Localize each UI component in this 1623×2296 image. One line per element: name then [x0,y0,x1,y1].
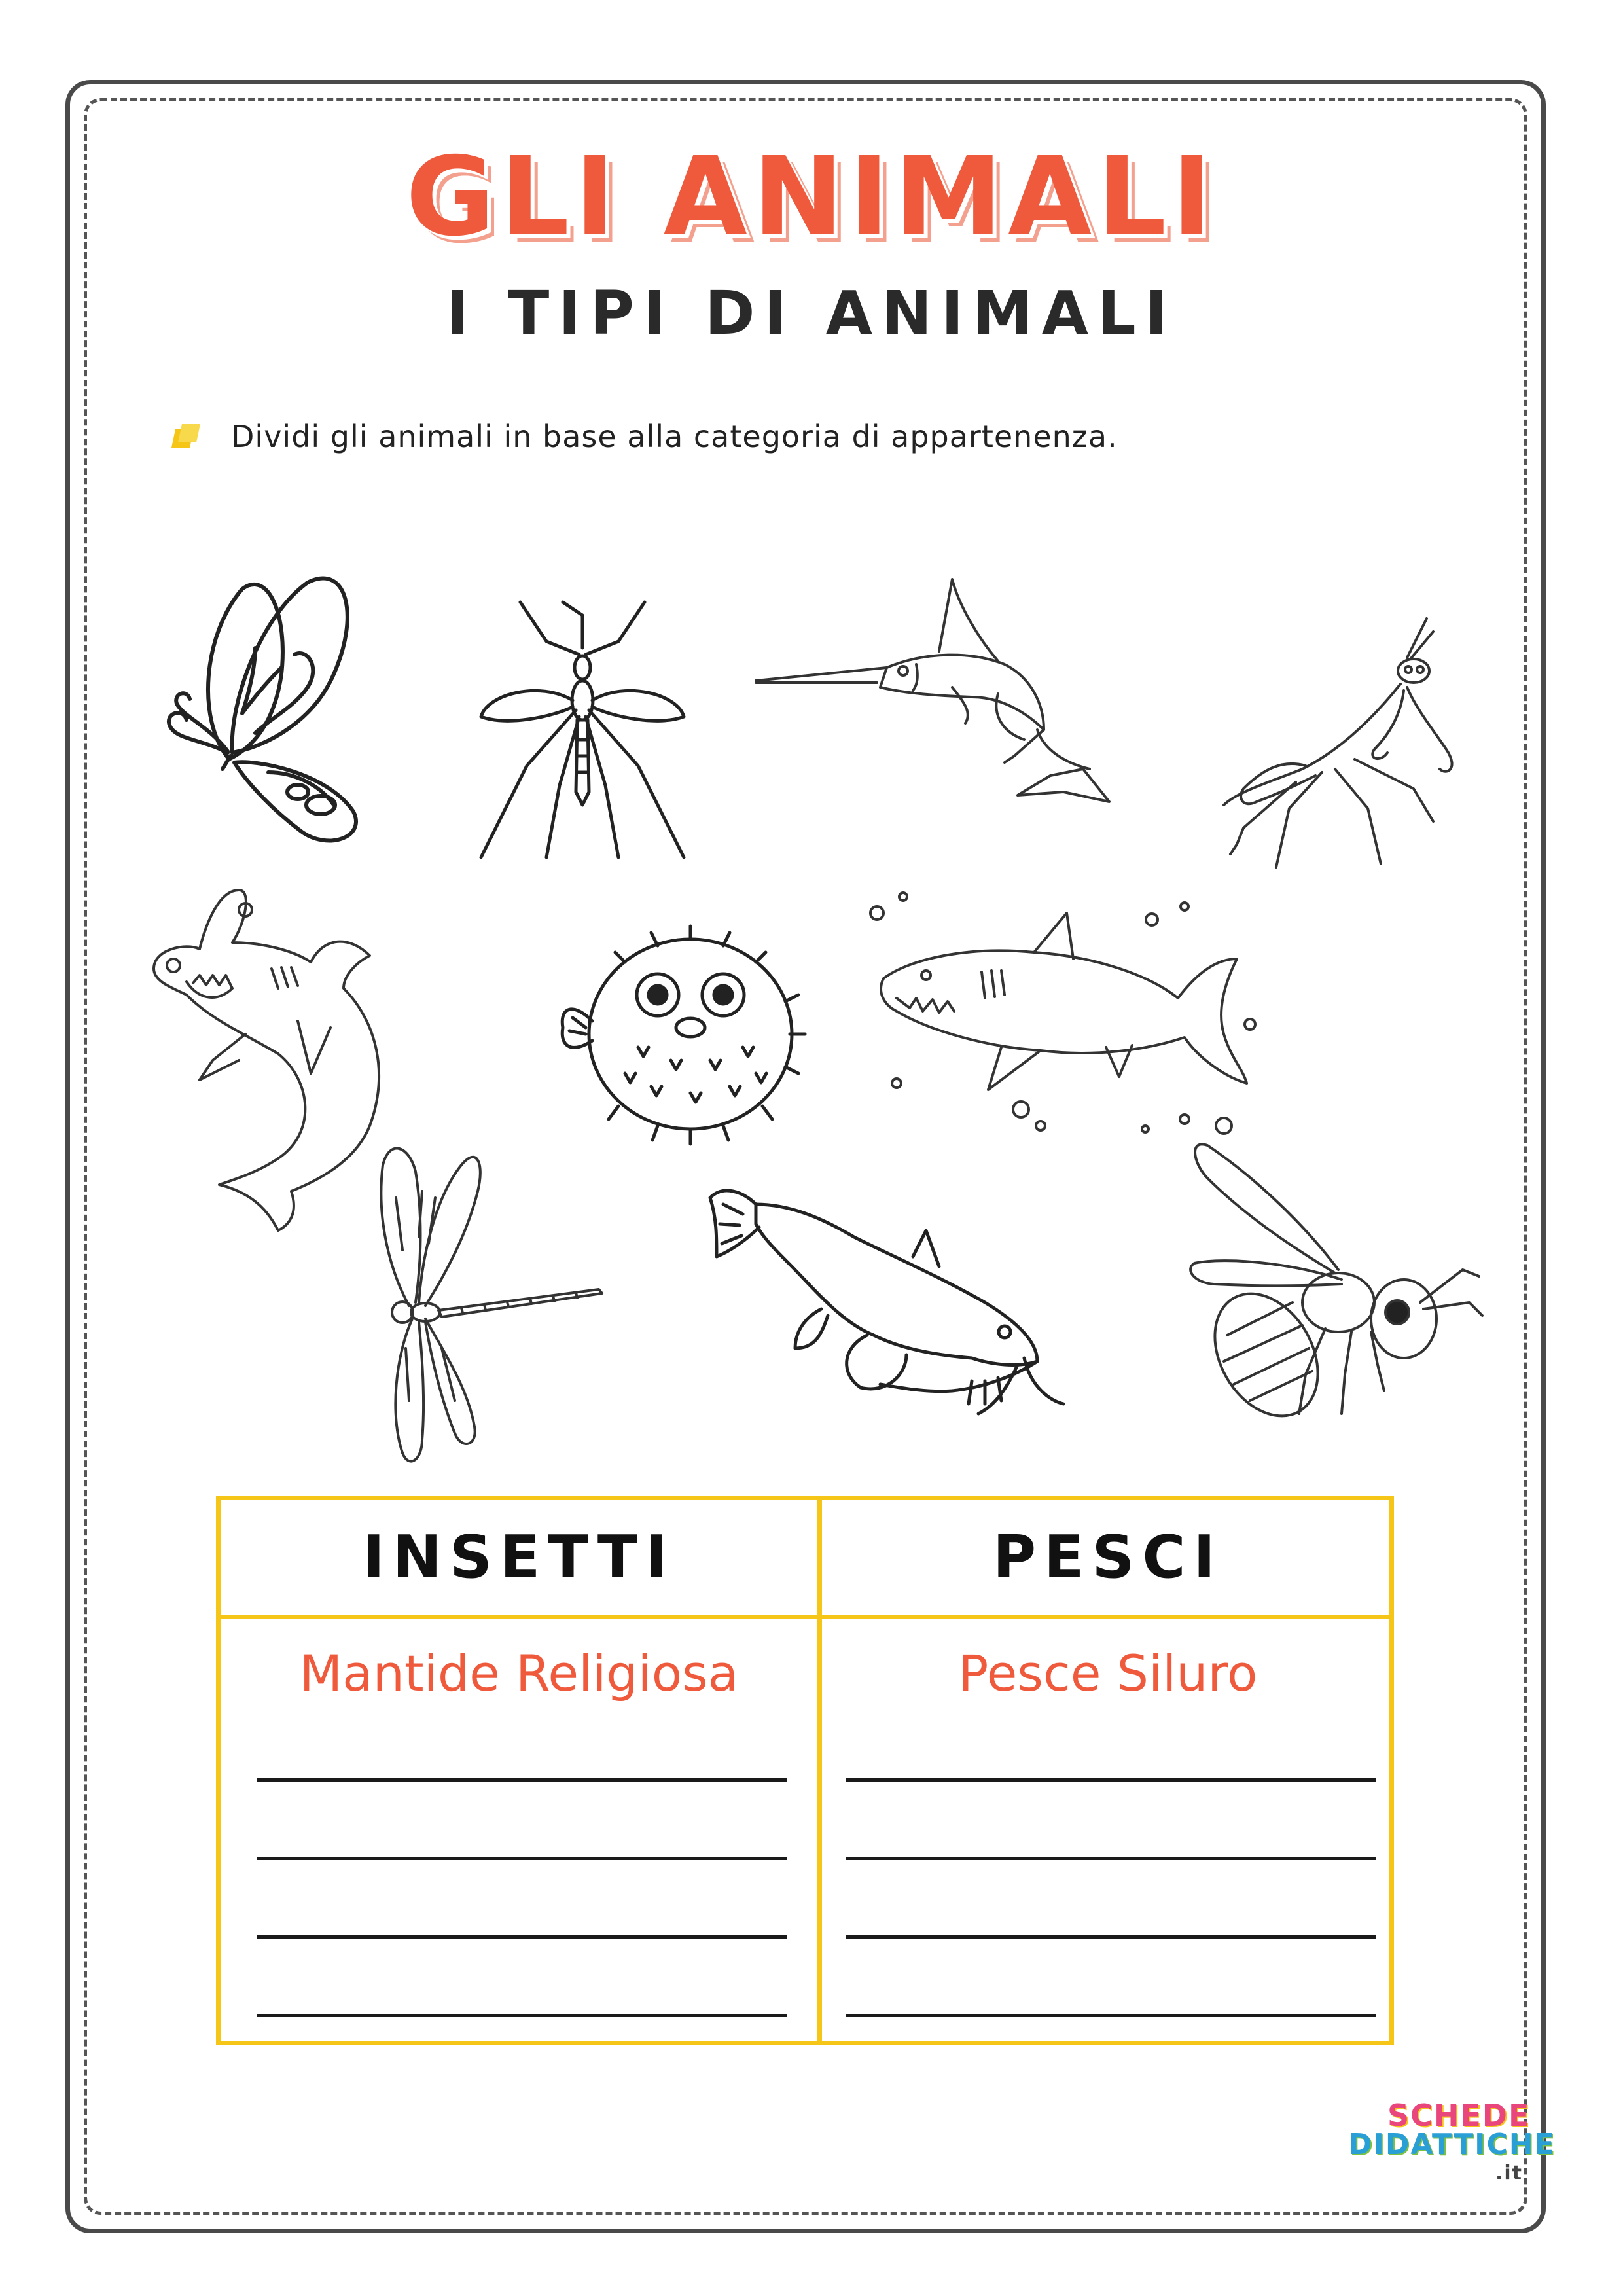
category-table [216,1496,1394,2045]
shark-icon [870,893,1257,1136]
pufferfish-icon [560,923,808,1145]
pesci-answer-line[interactable] [846,1935,1376,1939]
page-title: GLI ANIMALI [406,134,1217,260]
page-subtitle: I TIPI DI ANIMALI [446,278,1177,348]
swordfish-icon [756,579,1109,808]
catfish-icon [710,1178,1063,1420]
bullet-icon [173,424,198,449]
insetti-answer-line[interactable] [257,1935,787,1939]
table-header-divider [221,1615,1389,1619]
pesci-answer-line[interactable] [846,1857,1376,1860]
table-column-divider [817,1500,822,2041]
insetti-answer-line[interactable] [257,1857,787,1860]
pesci-answer-line[interactable] [846,1778,1376,1782]
insetti-header: INSETTI [363,1523,675,1592]
insetti-answer-line[interactable] [257,2014,787,2017]
pesci-answer-line[interactable] [846,2014,1376,2017]
logo-line1: SCHEDE [1387,2098,1531,2133]
dragonfly-icon [370,1139,612,1466]
instruction-row [173,414,1118,459]
instruction-text: Dividi gli animali in base alla categoria di appartenenza. [231,419,1118,454]
logo-suffix: .it [1495,2162,1524,2185]
schede-didattiche-logo [1348,2098,1556,2189]
mantis-icon [1217,619,1479,887]
insetti-example: Mantide Religiosa [299,1644,739,1702]
butterfly-icon [157,576,386,851]
pesci-example: Pesce Siluro [958,1644,1258,1702]
mosquito-icon [481,602,684,864]
bee-icon [1188,1139,1482,1427]
logo-line2: DIDATTICHE [1348,2128,1556,2161]
pesci-header: PESCI [993,1523,1223,1592]
insetti-answer-line[interactable] [257,1778,787,1782]
